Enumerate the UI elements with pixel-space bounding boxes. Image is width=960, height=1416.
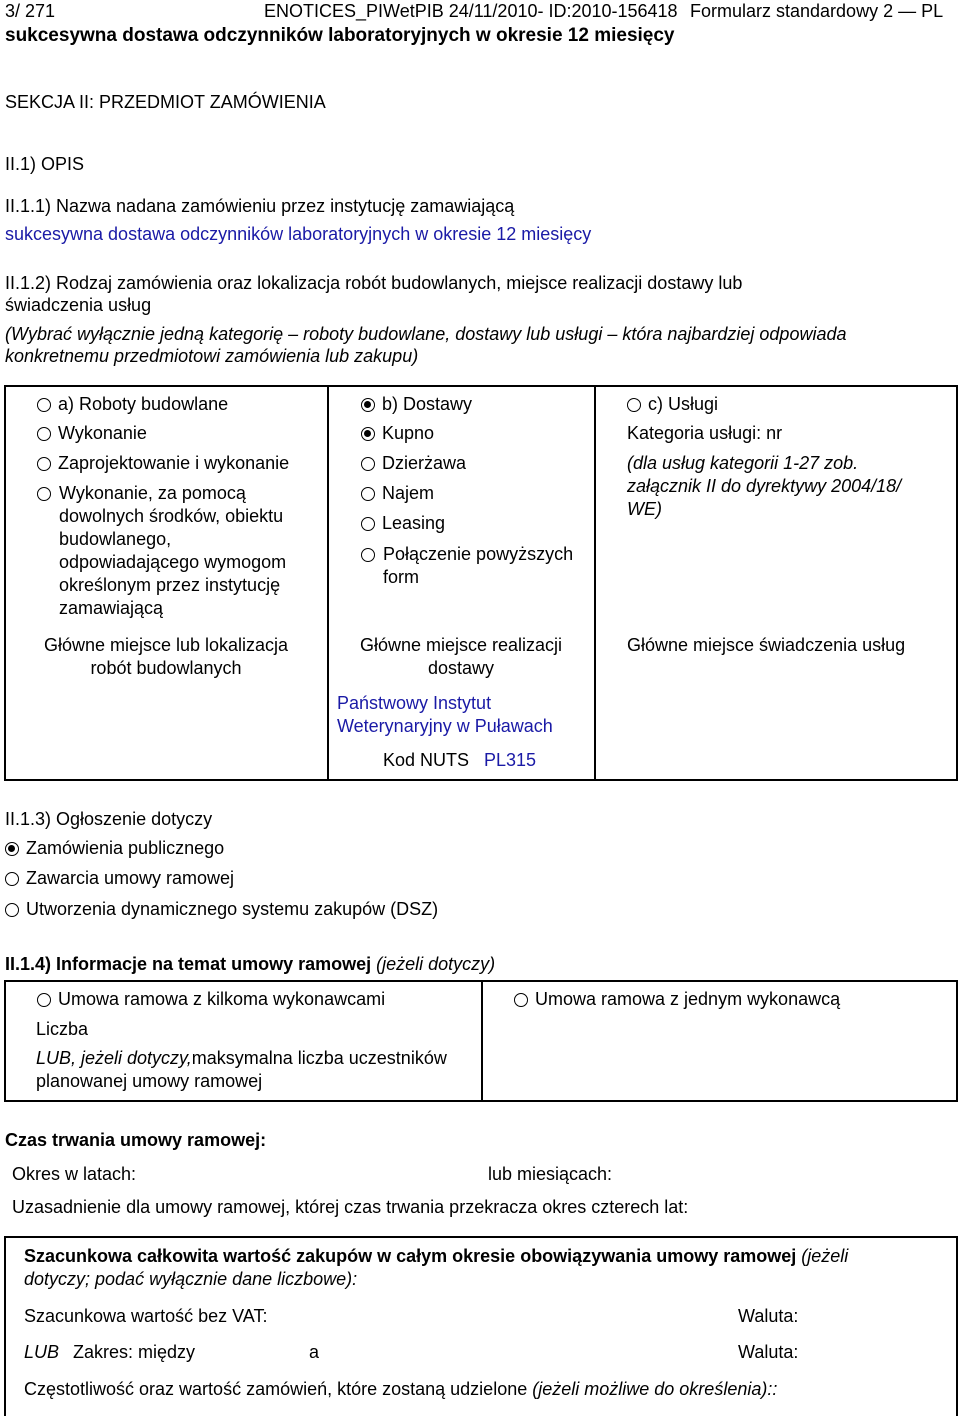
supplies-option-leasing[interactable]: Leasing (361, 512, 445, 535)
q113-option-public-contract[interactable]: Zamówienia publicznego (5, 837, 224, 860)
estimate-range-currency-label: Waluta: (738, 1342, 799, 1362)
section-title: SEKCJA II: PRZEDMIOT ZAMÓWIENIA (5, 92, 326, 112)
framework-count-label: Liczba (36, 1019, 89, 1039)
radio-icon (37, 487, 51, 501)
q112-title-line2: świadczenia usług (5, 295, 152, 315)
supplies-option-lease[interactable]: Dzierżawa (361, 452, 466, 475)
radio-icon (361, 487, 375, 501)
header-subject: sukcesywna dostawa odczynników laboratoryjnych w okresie 12 miesięcy (5, 25, 675, 46)
estimate-range-and: a (309, 1342, 320, 1362)
supplies-heading[interactable]: b) Dostawy (361, 393, 472, 416)
q111-title: II.1.1) Nazwa nadana zamówieniu przez instytucję zamawiającą (5, 196, 515, 216)
services-category-note: (dla usług kategorii 1-27 zob. załącznik II do dyrektywy 2004/18/ WE) (627, 453, 902, 519)
page-number: 3/ 271 (5, 1, 56, 21)
q112-note-line1: (Wybrać wyłącznie jedną kategorię – roboty budowlane, dostawy lub usługi – która najbardziej odpowiada (5, 324, 847, 344)
estimate-or-label: LUB (24, 1342, 60, 1362)
services-heading[interactable]: c) Usługi (627, 393, 718, 416)
supplies-place-value: Państwowy Instytut Weterynaryjny w Puławach (337, 693, 553, 736)
q112-note-line2: konkretnemu przedmiotowi zamówienia lub zakupu) (5, 346, 419, 366)
services-category: Kategoria usługi: nr (627, 423, 783, 443)
radio-icon (37, 427, 51, 441)
radio-checked-icon (5, 842, 19, 856)
framework-max-participants: LUB, jeżeli dotyczy,maksymalna liczba uczestników (36, 1048, 447, 1068)
radio-icon (361, 457, 375, 471)
column-divider (594, 385, 596, 781)
q113-option-dps[interactable]: Utworzenia dynamicznego systemu zakupów (DSZ) (5, 898, 438, 921)
estimate-title: Szacunkowa całkowita wartość zakupów w całym okresie obowiązywania umowy ramowej (jeżeli (24, 1246, 849, 1266)
duration-months-label: lub miesiącach: (488, 1164, 613, 1184)
estimate-title-note: dotyczy; podać wyłącznie dane liczbowe): (24, 1269, 358, 1289)
opis-heading: II.1) OPIS (5, 154, 85, 174)
works-option-realisation[interactable] (37, 482, 58, 505)
works-place-label: Główne miejsce lub lokalizacja robót budowlanych (43, 635, 289, 678)
form-name: Formularz standardowy 2 — PL (690, 1, 944, 21)
supplies-option-purchase[interactable]: Kupno (361, 422, 434, 445)
supplies-option-combination[interactable] (361, 543, 382, 566)
works-option-realisation-label: Wykonanie, za pomocą dowolnych środków, obiektu budowlanego, odpowiadającego wymogom określonym przez instytucję zamawiającą (59, 483, 287, 618)
estimate-currency-label: Waluta: (738, 1306, 799, 1326)
radio-checked-icon (361, 427, 375, 441)
q113-option-framework[interactable]: Zawarcia umowy ramowej (5, 867, 234, 890)
supplies-option-combination-label: Połączenie powyższych form (383, 544, 574, 587)
works-option-design-execution[interactable]: Zaprojektowanie i wykonanie (37, 452, 289, 475)
duration-title: Czas trwania umowy ramowej: (5, 1130, 267, 1150)
radio-icon (361, 517, 375, 531)
works-heading[interactable]: a) Roboty budowlane (37, 393, 228, 416)
radio-icon (5, 872, 19, 886)
supplies-option-rental[interactable]: Najem (361, 482, 434, 505)
column-divider (481, 980, 483, 1102)
supplies-place-label: Główne miejsce realizacji dostawy (359, 635, 563, 678)
radio-icon (627, 398, 641, 412)
duration-justification-label: Uzasadnienie dla umowy ramowej, której czas trwania przekracza okres czterech lat: (12, 1197, 689, 1217)
q111-value: sukcesywna dostawa odczynników laboratoryjnych w okresie 12 miesięcy (5, 224, 592, 244)
q113-title: II.1.3) Ogłoszenie dotyczy (5, 809, 213, 829)
nuts-label: Kod NUTS (383, 750, 470, 770)
services-place-label: Główne miejsce świadczenia usług (627, 635, 906, 655)
radio-icon (361, 548, 375, 562)
radio-icon (5, 903, 19, 917)
duration-years-label: Okres w latach: (12, 1164, 137, 1184)
q112-title-line1: II.1.2) Rodzaj zamówienia oraz lokalizacja robót budowlanych, miejsce realizacji dostawy lub (5, 273, 743, 293)
nuts-value: PL315 (484, 750, 537, 770)
estimate-range-label: Zakres: między (73, 1342, 196, 1362)
radio-icon (37, 398, 51, 412)
radio-icon (37, 993, 51, 1007)
notice-id: ENOTICES_PIWetPIB 24/11/2010- ID:2010-156418 (264, 1, 678, 21)
estimate-frequency: Częstotliwość oraz wartość zamówień, które zostaną udzielone (jeżeli możliwe do określenia):: (24, 1379, 778, 1399)
estimate-value-label: Szacunkowa wartość bez VAT: (24, 1306, 268, 1326)
radio-checked-icon (361, 398, 375, 412)
framework-option-multiple[interactable]: Umowa ramowa z kilkoma wykonawcami (37, 988, 385, 1011)
framework-max-participants-line2: planowanej umowy ramowej (36, 1071, 263, 1091)
radio-icon (514, 993, 528, 1007)
works-option-execution[interactable]: Wykonanie (37, 422, 147, 445)
radio-icon (37, 457, 51, 471)
framework-option-single[interactable]: Umowa ramowa z jednym wykonawcą (514, 988, 840, 1011)
column-divider (327, 385, 329, 781)
q114-title: II.1.4) Informacje na temat umowy ramowej (jeżeli dotyczy) (5, 954, 496, 974)
